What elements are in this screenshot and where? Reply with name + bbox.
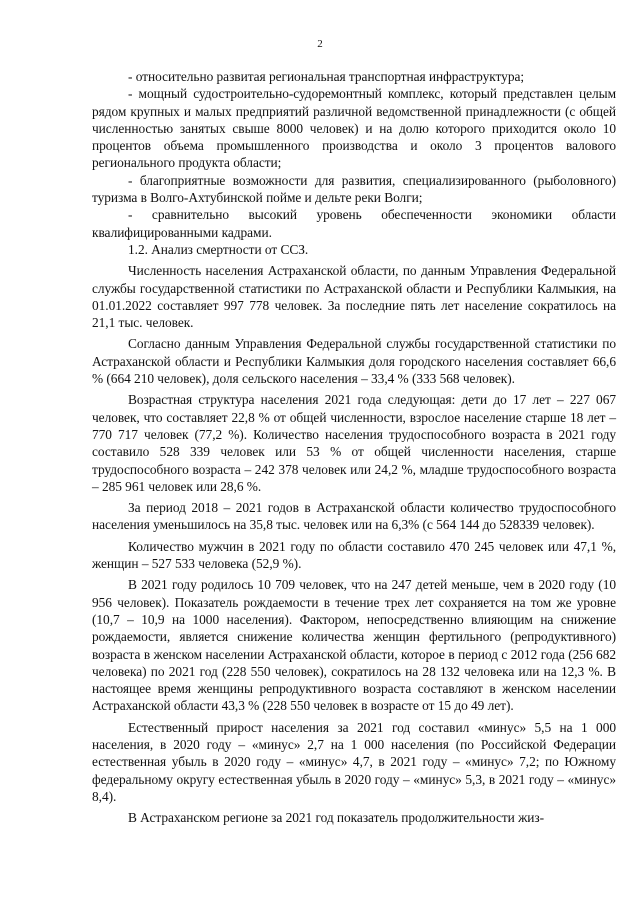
- bullet-shipbuilding-complex: - мощный судостроительно-судоремонтный комплекс, который представлен целым рядом крупных и малых предприятий различной ведомственной принадлежности (с общей численностью занятых свыше 8000 человек) и на долю которого приходится около 10 процентов объема промышленного производства и около 3 процентов валового регионального продукта области;: [92, 86, 616, 171]
- paragraph-natural-growth: Естественный прирост населения за 2021 год составил «минус» 5,5 на 1 000 населения, в 2020 году – «минус» 2,7 на 1 000 населения (по Российской Федерации естественная убыль в 2020 году – «минус» 4,7, в 2021 году – «минус» 7,2; по Южному федеральному округу естественная убыль в 2020 году – «минус» 5,3, в 2021 году – «минус» 8,4).: [92, 719, 616, 804]
- bullet-fishing-tourism: - благоприятные возможности для развития, специализированного (рыболовного) туризма в Волго-Ахтубинской пойме и дельте реки Волги;: [92, 172, 616, 206]
- bullet-transport-infrastructure: - относительно развитая региональная транспортная инфраструктура;: [128, 69, 525, 84]
- page-number: 2: [317, 38, 323, 50]
- paragraph-population-total: Численность населения Астраханской области, по данным Управления Федеральной службы государственной статистики по Астраханской области и Республики Калмыкия, на 01.01.2022 составляет 997 778 человек. За последние пять лет население сократилось на 21,1 тыс. человек.: [92, 263, 616, 331]
- paragraph-birth-rate: В 2021 году родилось 10 709 человек, что на 247 детей меньше, чем в 2020 году (10 956 человек). Показатель рождаемости в течение трех лет сохраняется на том же уровне (10,7 – 10,9 на 1000 населения). Фактором, непосредственно влияющим на снижение рождаемости, является снижение количества женщин фертильного (репродуктивного) возраста в женском населении Астраханской области, которое в период с 2012 года (256 682 человека) по 2021 год (228 550 человек), сократилось на 28 132 человека или на 12,3 %. В настоящее время женщины репродуктивного возраста составляют в женском населении Астраханской области 43,3 % (228 550 человек в возрасте от 15 до 49 лет).: [92, 577, 616, 714]
- paragraph-life-expectancy: В Астраханском регионе за 2021 год показатель продолжительности жиз-: [128, 810, 545, 826]
- bullet-qualified-personnel: - сравнительно высокий уровень обеспеченности экономики области квалифицированными кадрами.: [92, 207, 616, 240]
- paragraph-gender-structure: Количество мужчин в 2021 году по области составило 470 245 человек или 47,1 %, женщин – 527 533 человека (52,9 %).: [92, 538, 616, 572]
- paragraph-age-structure: Возрастная структура населения 2021 года следующая: дети до 17 лет – 227 067 человек, что составляет 22,8 % от общей численности, взрослое население старше 18 лет – 770 717 человек (77,2 %). Количество населения трудоспособного возраста в 2021 году составило 528 339 человек или 53 % от общей численности населения, старше трудоспособного возраста – 242 378 человек или 24,2 %, младше трудоспособного возраста – 285 961 человек или 28,6 %.: [92, 392, 616, 494]
- document-body: [92, 68, 616, 826]
- paragraph-working-age-decline: За период 2018 – 2021 годов в Астраханской области количество трудоспособного населения уменьшилось на 35,8 тыс. человек или на 6,3% (с 564 144 до 528339 человек).: [92, 500, 616, 533]
- paragraph-urban-rural: Согласно данным Управления Федеральной службы государственной статистики по Астраханской области и Республики Калмыкия доля городского населения составляет 66,6 % (664 210 человек), доля сельского населения – 33,4 % (333 568 человек).: [92, 336, 616, 387]
- section-heading-cvd-mortality: 1.2. Анализ смертности от ССЗ.: [128, 241, 309, 257]
